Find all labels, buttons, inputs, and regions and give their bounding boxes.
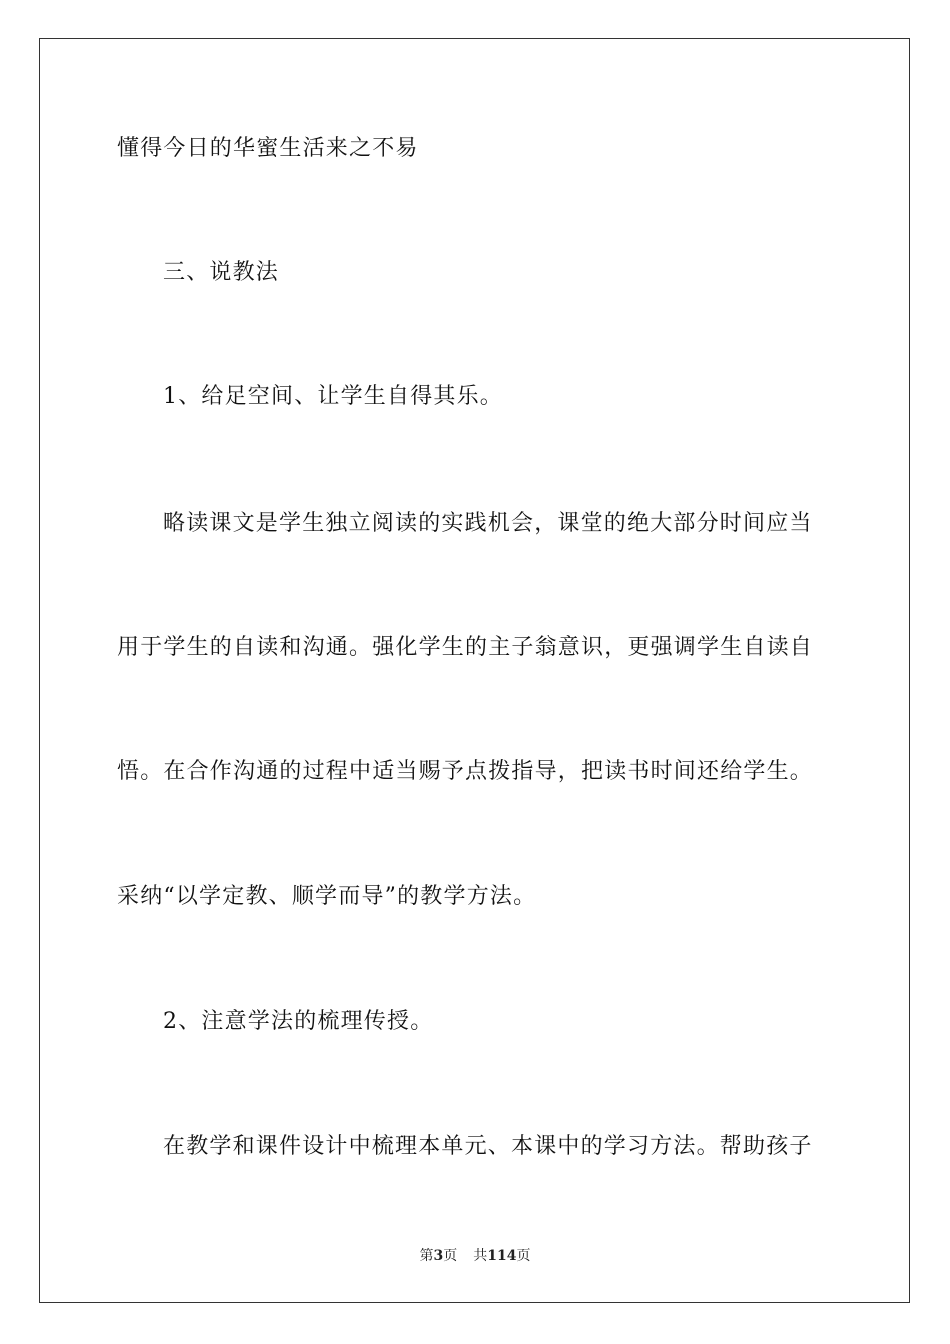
total-suffix: 页 xyxy=(516,1248,531,1264)
paragraph-1-line-2: 用于学生的自读和沟通。强化学生的主子翁意识，更强调学生自读自 xyxy=(117,635,814,660)
paragraph-1-line-1: 略读课文是学生独立阅读的实践机会，课堂的绝大部分时间应当 xyxy=(163,511,813,536)
body-line-1: 懂得今日的华蜜生活来之不易 xyxy=(117,136,419,161)
subheading-1: 1、给足空间、让学生自得其乐。 xyxy=(163,384,503,409)
total-pages: 114 xyxy=(487,1248,517,1264)
subheading-2: 2、注意学法的梳理传授。 xyxy=(163,1009,434,1034)
page-prefix: 第 xyxy=(419,1248,434,1264)
section-heading: 三、说教法 xyxy=(163,260,280,285)
paragraph-1-line-4: 采纳“以学定教、顺学而导”的教学方法。 xyxy=(117,884,537,909)
paragraph-1-line-3: 悟。在合作沟通的过程中适当赐予点拨指导，把读书时间还给学生。 xyxy=(117,759,814,784)
page-number: 3 xyxy=(433,1248,444,1264)
page-footer xyxy=(0,1246,950,1266)
page-border xyxy=(39,38,910,1303)
paragraph-2-line-1: 在教学和课件设计中梳理本单元、本课中的学习方法。帮助孩子 xyxy=(163,1134,813,1159)
page-suffix: 页 xyxy=(443,1248,458,1264)
total-prefix: 共 xyxy=(473,1248,488,1264)
